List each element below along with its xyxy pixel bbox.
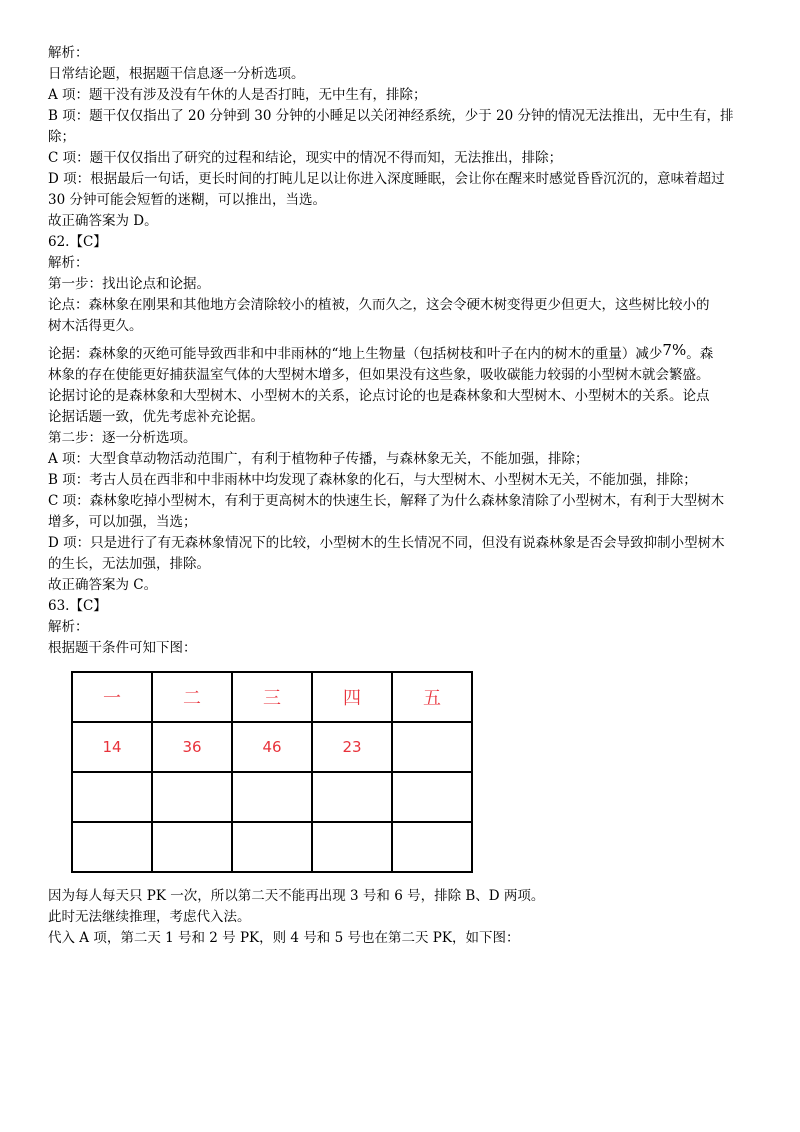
table-row: [72, 772, 472, 822]
table-cell: 46: [232, 722, 312, 772]
q63-section: [48, 597, 752, 947]
table-cell: [152, 772, 232, 822]
schedule-table: [71, 671, 473, 873]
text-line: 论据话题一致，优先考虑补充论据。: [48, 409, 264, 425]
text-line: 增多，可以加强，当选；: [48, 514, 197, 530]
table-cell: [392, 822, 472, 872]
text-line: 30 分钟可能会短暂的迷糊，可以推出，当选。: [48, 192, 326, 208]
text-line: 根据题干条件可知下图：: [48, 640, 197, 656]
evidence-line: [48, 341, 752, 363]
table-header-row: [72, 672, 472, 722]
text-line: 林象的存在使能更好捕获温室气体的大型树木增多，但如果没有这些象，吸收碳能力较弱的小型树木就会繁盛。: [48, 367, 710, 383]
text-line: A 项：题干没有涉及没有午休的人是否打盹，无中生有，排除；: [48, 87, 427, 103]
table-cell: [232, 822, 312, 872]
text-line: A 项：大型食草动物活动范围广，有利于植物种子传播，与森林象无关，不能加强，排除；: [48, 451, 589, 467]
text-line: 除；: [48, 129, 75, 145]
table-row: [72, 722, 472, 772]
table-header-cell: 三: [232, 672, 312, 722]
table-header-cell: 一: [72, 672, 152, 722]
text-line: B 项：题干仅仅指出了 20 分钟到 30 分钟的小睡足以关闭神经系统，少于 20 分钟的情况无法推出，无中生有，排: [48, 108, 734, 124]
text-line: 论据讨论的是森林象和大型树木、小型树木的关系，论点讨论的也是森林象和大型树木、小型树木的关系。论点: [48, 388, 710, 404]
text-line: 解析：: [48, 45, 89, 61]
evidence-text: 论据：森林象的灭绝可能导致西非和中非雨林的“地上生物量（包括树枝和叶子在内的树木的重量）减少: [48, 346, 663, 362]
text-line: D 项：只是进行了有无森林象情况下的比较，小型树木的生长情况不同，但没有说森林象是否会导致抑制小型树木: [48, 535, 725, 551]
text-line: 论点：森林象在刚果和其他地方会清除较小的植被，久而久之，这会令硬木树变得更少但更大，这些树比较小的: [48, 297, 710, 313]
text-line: 代入 A 项，第二天 1 号和 2 号 PK，则 4 号和 5 号也在第二天 PK，如下图：: [48, 930, 520, 946]
table-cell: [312, 772, 392, 822]
question-number: 63.【C】: [48, 598, 107, 614]
text-line: 此时无法继续推理，考虑代入法。: [48, 909, 251, 925]
text-line: 第一步：找出论点和论据。: [48, 276, 210, 292]
table-header-cell: 五: [392, 672, 472, 722]
question-number: 62.【C】: [48, 234, 107, 250]
table-header-cell: 二: [152, 672, 232, 722]
text-line: 故正确答案为 D。: [48, 213, 158, 229]
text-line: D 项：根据最后一句话，更长时间的打盹儿足以让你进入深度睡眠，会让你在醒来时感觉昏昏沉沉的，意味着超过: [48, 171, 725, 187]
text-line: 解析：: [48, 255, 89, 271]
table-cell: [312, 822, 392, 872]
text-line: 因为每人每天只 PK 一次，所以第二天不能再出现 3 号和 6 号，排除 B、D 两项。: [48, 888, 545, 904]
table-cell: [392, 722, 472, 772]
text-line: 树木活得更久。: [48, 318, 143, 334]
table-cell: [232, 772, 312, 822]
text-line: C 项：题干仅仅指出了研究的过程和结论，现实中的情况不得而知，无法推出，排除；: [48, 150, 563, 166]
table-cell: 14: [72, 722, 152, 772]
table-cell: [392, 772, 472, 822]
evidence-text-end: 。森: [686, 346, 714, 362]
text-line: 第二步：逐一分析选项。: [48, 430, 197, 446]
table-cell: [72, 822, 152, 872]
table-cell: [72, 772, 152, 822]
text-line: 的生长，无法加强，排除。: [48, 556, 210, 572]
q62-section: [48, 233, 752, 594]
percentage-value: 7%: [662, 341, 687, 359]
text-line: 解析：: [48, 619, 89, 635]
text-line: B 项：考古人员在西非和中非雨林中均发现了森林象的化石，与大型树木、小型树木无关，不能加强，排除；: [48, 472, 697, 488]
text-line: C 项：森林象吃掉小型树木，有利于更高树木的快速生长，解释了为什么森林象清除了小型树木，有利于大型树木: [48, 493, 725, 509]
table-row: [72, 822, 472, 872]
table-cell: [152, 822, 232, 872]
q61-analysis: [48, 44, 752, 230]
text-line: 日常结论题，根据题干信息逐一分析选项。: [48, 66, 305, 82]
table-header-cell: 四: [312, 672, 392, 722]
table-cell: 23: [312, 722, 392, 772]
text-line: 故正确答案为 C。: [48, 577, 158, 593]
table-cell: 36: [152, 722, 232, 772]
document-page: [48, 44, 752, 947]
